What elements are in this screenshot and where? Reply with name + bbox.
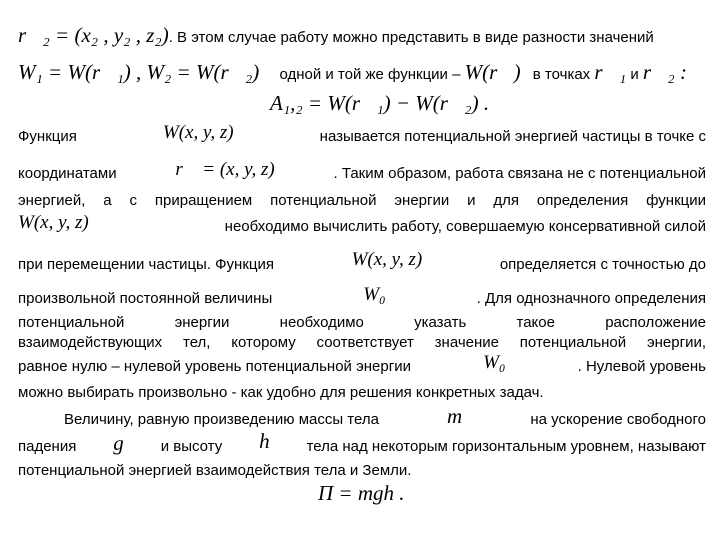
symbol-h: h — [259, 429, 270, 453]
line-2-text-a: одной и той же функции – — [279, 66, 461, 83]
line-2-text-c: и — [630, 66, 639, 83]
formula-r2b: r⃗₂ : — [642, 60, 687, 84]
line-9: потенциальной энергии необходимо указать такое расположение — [18, 314, 706, 331]
line-7-text-a: при перемещении частицы. Функция — [18, 256, 274, 273]
line-4-text-b: . Таким образом, работа связана не с потенциальной — [333, 165, 706, 182]
formula-w-r: W(r⃗) — [464, 60, 521, 84]
line-5: энергией, а с приращением потенциальной энергии и для определения функции — [18, 192, 706, 209]
formula-r2: r⃗₂ = (x₂ , y₂ , z₂) — [18, 23, 169, 47]
line-12: можно выбирать произвольно - как удобно для решения конкретных задач. — [18, 384, 544, 401]
formula-wxyz-2: W(x, y, z) — [18, 212, 89, 233]
line-11-text-b: . Нулевой уровень — [577, 358, 706, 375]
line-1 — [18, 23, 654, 47]
line-13-text-b: на ускорение свободного — [530, 411, 706, 428]
line-3-text-a: Функция — [18, 128, 77, 145]
line-3 — [18, 122, 706, 146]
line-13 — [64, 404, 706, 429]
line-1-text: . В этом случае работу можно представить в виде разности значений — [168, 29, 654, 46]
line-6 — [18, 212, 706, 236]
line-4 — [18, 159, 706, 183]
line-8 — [18, 284, 706, 308]
formula-r-xyz: r⃗ = (x, y, z) — [175, 159, 275, 180]
line-14-text-c: тела над некоторым горизонтальным уровнем, называют — [306, 438, 706, 455]
line-8-text-b: . Для однозначного определения — [476, 290, 706, 307]
line-7-text-b: определяется с точностью до — [499, 256, 706, 273]
line-14-text-b: и высоту — [160, 438, 223, 455]
line-2-text-b: в точках — [532, 66, 591, 83]
line-11 — [18, 352, 706, 376]
equation-work: A₁,₂ = W(r⃗₁) − W(r⃗₂) . — [270, 91, 490, 115]
formula-w0-1: W₀ — [363, 284, 386, 305]
symbol-g: g — [113, 431, 124, 455]
line-2 — [18, 60, 687, 84]
symbol-m: m — [447, 404, 463, 428]
line-4-text-a: координатами — [18, 165, 117, 182]
formula-wxyz-1: W(x, y, z) — [162, 122, 234, 143]
formula-w0-2: W₀ — [483, 352, 506, 373]
line-3-text-b: называется потенциальной энергией частицы в точке с — [319, 128, 706, 145]
formula-w1-w2: W₁ = W(r⃗₁) , W₂ = W(r⃗₂) — [18, 60, 260, 84]
line-14-text-a: падения — [18, 438, 77, 455]
formula-r1: r⃗₁ — [594, 60, 627, 84]
line-13-text-a: Величину, равную произведению массы тела — [64, 411, 379, 428]
line-10: взаимодействующих тел, которому соответствует значение потенциальной энергии, — [18, 334, 706, 351]
line-15: потенциальной энергией взаимодействия тела и Земли. — [18, 462, 412, 479]
line-6-text: необходимо вычислить работу, совершаемую консервативной силой — [224, 218, 706, 235]
line-14 — [18, 429, 706, 456]
equation-potential-energy: П = mgh . — [318, 481, 405, 505]
line-11-text-a: равное нулю – нулевой уровень потенциальной энергии — [18, 358, 411, 375]
line-7 — [18, 249, 706, 274]
formula-wxyz-3: W(x, y, z) — [351, 249, 423, 270]
line-8-text-a: произвольной постоянной величины — [18, 290, 273, 307]
